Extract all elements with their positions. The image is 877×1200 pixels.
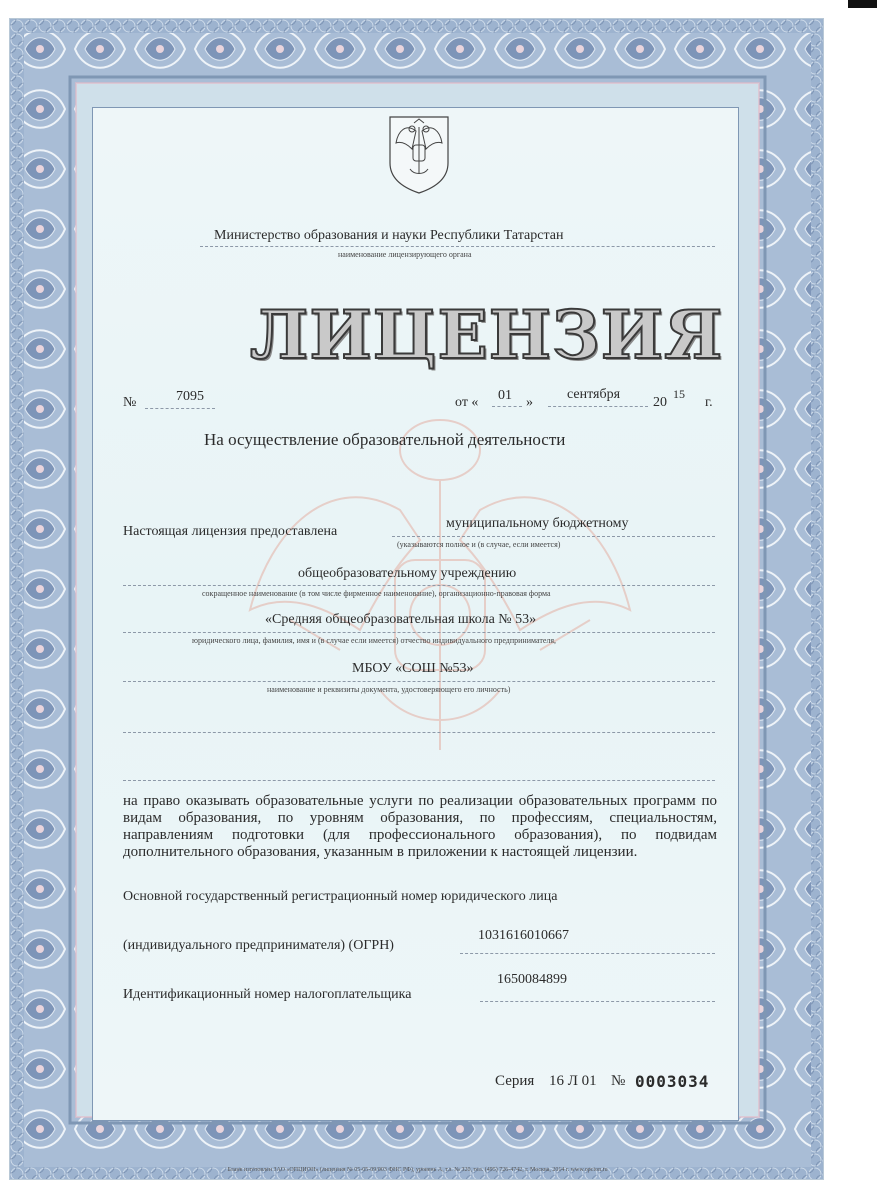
date-from-label: от « <box>455 395 479 410</box>
number-label: № <box>123 395 137 410</box>
issuing-authority: Министерство образования и науки Республики Татарстан <box>214 228 564 243</box>
licensee-line-1: муниципальному бюджетному <box>446 516 629 531</box>
month-underline <box>548 406 648 407</box>
licensee-line-3: «Средняя общеобразовательная школа № 53» <box>265 612 537 627</box>
date-year-suffix: 15 <box>673 387 685 401</box>
licensee-underline-1 <box>392 536 715 537</box>
licensee-underline-4 <box>123 681 715 682</box>
license-number: 7095 <box>176 389 204 404</box>
ogrn-label-line-1: Основной государственный регистрационный номер юридического лица <box>123 889 558 904</box>
licensee-underline-2 <box>123 585 715 586</box>
date-day: 01 <box>498 388 512 403</box>
series-label: Серия <box>495 1073 535 1089</box>
licensee-line-4: МБОУ «СОШ №53» <box>352 661 474 676</box>
day-underline <box>492 406 522 407</box>
licensee-underline-3 <box>123 632 715 633</box>
footer-print-info: Бланк изготовлен ЗАО «ОПЦИОН» (лицензия № 05-05-09/003 ФНС РФ), уровень А, т.з. № 320, тел. (495) 726-4742, г. Москва, 2014 г. www.opcion.ru <box>227 1167 608 1173</box>
ogrn-value: 1031616010667 <box>478 928 569 943</box>
inn-underline <box>480 1001 715 1002</box>
series-code: 16 Л 01 <box>549 1073 597 1089</box>
authority-underline <box>200 246 715 247</box>
inn-value: 1650084899 <box>497 972 567 987</box>
date-day-close: » <box>526 395 533 410</box>
activity-heading: На осуществление образовательной деятельности <box>204 430 566 449</box>
authority-caption: наименование лицензирующего органа <box>338 250 472 259</box>
inn-label: Идентификационный номер налогоплательщика <box>123 987 412 1002</box>
licensee-caption-2: сокращенное наименование (в том числе фирменное наименование), организационно-правовая форма <box>202 589 551 598</box>
licensee-line-2: общеобразовательному учреждению <box>298 566 517 581</box>
ogrn-underline <box>460 953 715 954</box>
licensee-caption-1: (указываются полное и (в случае, если имеется) <box>397 540 561 549</box>
series-number: 0003034 <box>635 1072 710 1091</box>
number-underline <box>145 408 215 409</box>
license-title: ЛИЦЕНЗИЯ <box>250 296 724 374</box>
coat-of-arms-emblem <box>386 113 452 195</box>
blank-underline-2 <box>123 780 715 781</box>
date-year-prefix: 20 <box>653 395 667 410</box>
series-number-label: № <box>611 1073 626 1089</box>
blank-underline-1 <box>123 732 715 733</box>
scan-corner-mark <box>848 0 877 8</box>
granted-label: Настоящая лицензия предоставлена <box>123 524 338 539</box>
licensee-caption-3: юридического лица, фамилия, имя и (в случае если имеется) отчество индивидуального предпринимателя, <box>192 636 557 645</box>
rights-paragraph: на право оказывать образовательные услуги по реализации образовательных программ по видам образования, по уровням образования, по профессиям, специальностям, направлениям подготовки (для профессионального образования), по подвидам дополнительного образования, указанным в приложении к настоящей лицензии. <box>123 793 717 860</box>
licensee-caption-4: наименование и реквизиты документа, удостоверяющего его личность) <box>267 685 511 694</box>
ogrn-label-line-2: (индивидуального предпринимателя) (ОГРН) <box>123 938 394 953</box>
date-month: сентября <box>567 387 621 402</box>
date-year-end: г. <box>705 395 713 410</box>
